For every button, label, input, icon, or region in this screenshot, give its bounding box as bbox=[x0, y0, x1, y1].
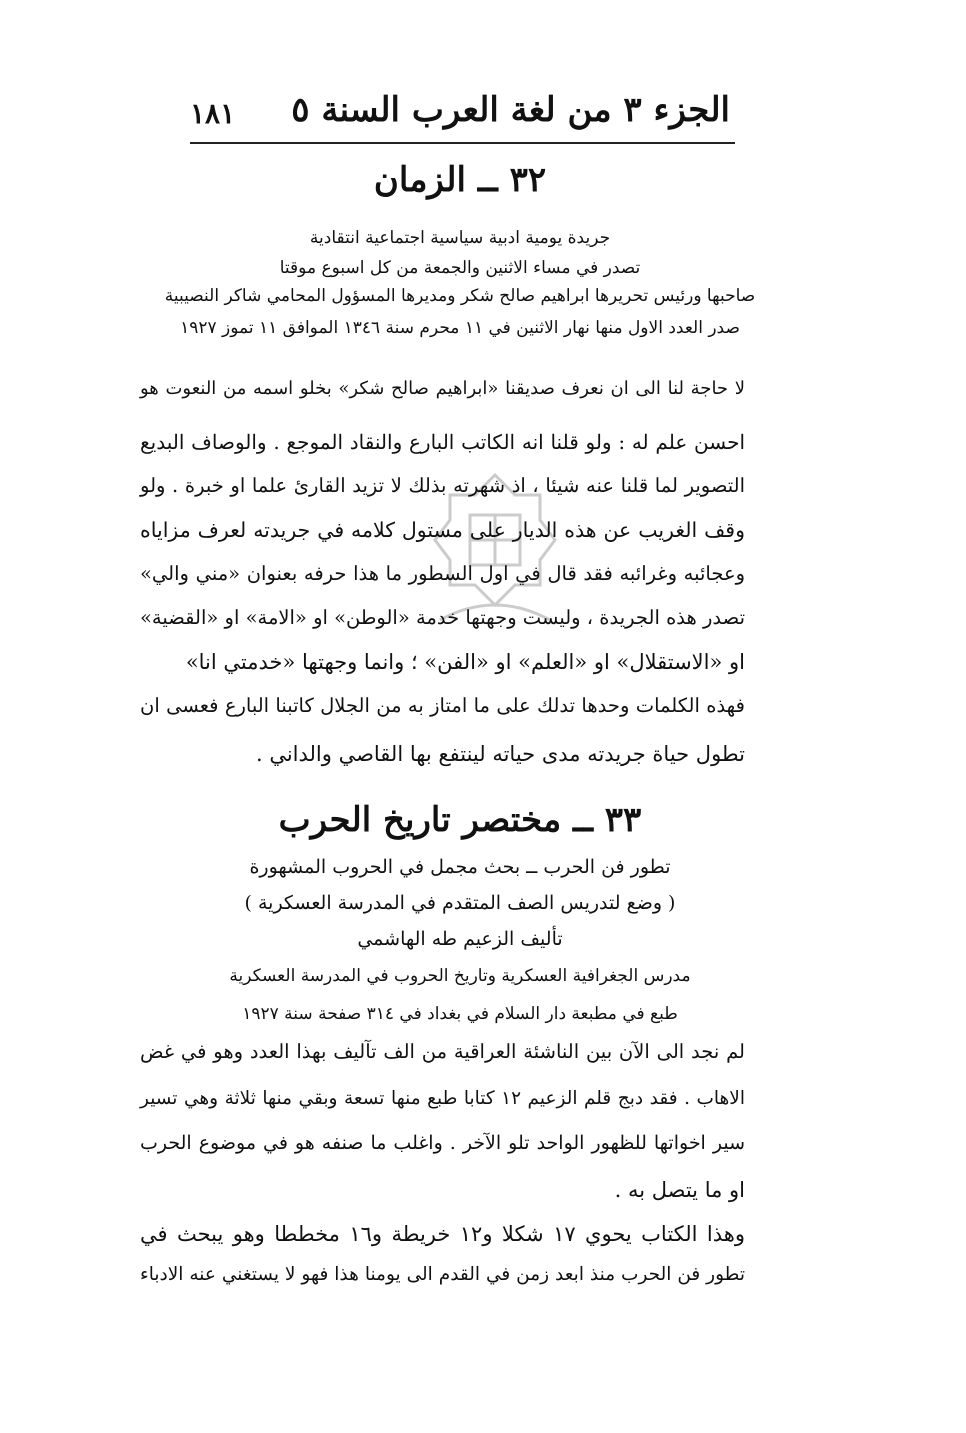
section-32-title: ٣٢ ــ الزمان bbox=[373, 160, 547, 200]
section-32-subtitle: جريدة يومية ادبية سياسية اجتماعية انتقادية bbox=[309, 228, 611, 248]
section-33-author: تأليف الزعيم طه الهاشمي bbox=[357, 928, 563, 950]
section-32-body-line: لا حاجة لنا الى ان نعرف صديقنا «ابراهيم صالح شكر» بخلو اسمه من النعوت هو bbox=[140, 378, 745, 399]
header-rule bbox=[190, 142, 735, 144]
section-33-author-role: مدرس الجغرافية العسكرية وتاريخ الحروب في المدرسة العسكرية bbox=[229, 966, 691, 986]
section-33-body-line: وهذا الكتاب يحوي ١٧ شكلا و١٢ خريطة و١٦ مخططا وهو يبحث في bbox=[140, 1222, 745, 1246]
section-32-body-line: فهذه الكلمات وحدها تدلك على ما امتاز به من الجلال كاتبنا البارع فعسى ان bbox=[140, 694, 745, 717]
running-header bbox=[190, 70, 730, 130]
section-33-subtitle: تطور فن الحرب ــ بحث مجمل في الحروب المشهورة bbox=[249, 856, 671, 878]
section-33-body-line: لم نجد الى الآن بين الناشئة العراقية من الف تآليف بهذا العدد وهو في غض bbox=[140, 1040, 745, 1063]
section-32-schedule: تصدر في مساء الاثنين والجمعة من كل اسبوع موقتا bbox=[279, 258, 641, 278]
section-32-body-line: احسن علم له : ولو قلنا انه الكاتب البارع والنقاد الموجع . والوصاف البديع bbox=[140, 430, 745, 454]
section-32-body-line: تصدر هذه الجريدة ، وليست وجهتها خدمة «الوطن» او «الامة» او «القضية» bbox=[140, 606, 745, 629]
section-33-body-line: الاهاب . فقد دبج قلم الزعيم ١٢ كتابا طبع منها تسعة وبقي منها ثلاثة وهي تسير bbox=[140, 1088, 745, 1109]
section-33-body-line: سير اخواتها للظهور الواحد تلو الآخر . واغلب ما صنفه هو في موضوع الحرب bbox=[140, 1132, 745, 1154]
section-33-body-line: او ما يتصل به . bbox=[614, 1178, 745, 1202]
section-32-body-line: تطول حياة جريدته مدى حياته لينتفع بها القاصي والداني . bbox=[255, 742, 745, 766]
section-33-print-info: طبع في مطبعة دار السلام في بغداد في ٣١٤ صفحة سنة ١٩٢٧ bbox=[242, 1004, 678, 1024]
section-33-body-line: تطور فن الحرب منذ ابعد زمن في القدم الى يومنا هذا فهو لا يستغني عنه الادباء bbox=[140, 1264, 745, 1285]
page-number: ١٨١ bbox=[190, 97, 236, 130]
section-32-first-issue: صدر العدد الاول منها نهار الاثنين في ١١ محرم سنة ١٣٤٦ الموافق ١١ تموز ١٩٢٧ bbox=[180, 318, 740, 338]
section-32-body-line: التصوير لما قلنا عنه شيئا ، اذ شهرته بذلك لا تزيد القارئ علما او خبرة . ولو bbox=[140, 474, 745, 497]
section-32-body-line: او «الاستقلال» او «العلم» او «الفن» ؛ وانما وجهتها «خدمتي انا» bbox=[185, 650, 745, 674]
header-title: الجزء ٣ من لغة العرب السنة ٥ bbox=[291, 90, 730, 130]
section-32-body-line: وعجائبه وغرائبه فقد قال في اول السطور ما هذا حرفه بعنوان «مني والي» bbox=[140, 562, 745, 585]
section-33-purpose: ( وضع لتدريس الصف المتقدم في المدرسة العسكرية ) bbox=[244, 892, 676, 914]
section-32-owners: صاحبها ورئيس تحريرها ابراهيم صالح شكر ومديرها المسؤول المحامي شاكر النصيبية bbox=[164, 286, 756, 306]
section-33-title: ٣٣ ــ مختصر تاريخ الحرب bbox=[278, 800, 642, 840]
section-32-body-line: وقف الغريب عن هذه الديار على مستول كلامه في جريدته لعرف مزاياه bbox=[140, 518, 745, 542]
